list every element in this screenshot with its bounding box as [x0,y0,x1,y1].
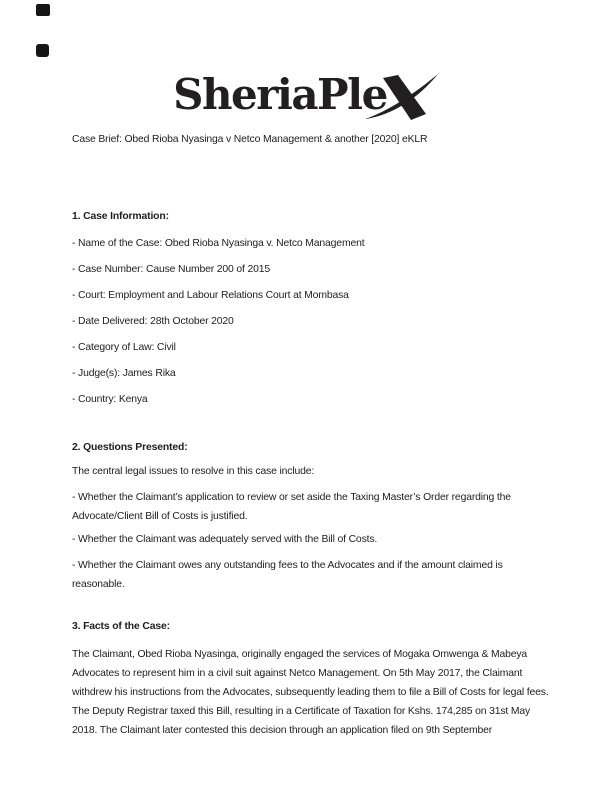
section-heading-facts: 3. Facts of the Case: [72,621,170,632]
doc-title: Case Brief: Obed Rioba Nyasinga v Netco Management & another [2020] eKLR [72,134,428,145]
sheriaplex-logo [0,70,612,119]
question-item: - Whether the Claimant owes any outstanding fees to the Advocates and if the amount claimed is reasonable. [72,560,503,590]
question-item: - Whether the Claimant’s application to review or set aside the Taxing Master’s Order regarding the Advocate/Client Bill of Costs is justified. [72,492,511,522]
questions-intro: The central legal issues to resolve in this case include: [72,466,315,477]
case-info-item-date: - Date Delivered: 28th October 2020 [72,316,234,327]
section-heading-questions-presented: 2. Questions Presented: [72,442,188,453]
case-info-item-court: - Court: Employment and Labour Relations Court at Mombasa [72,290,349,301]
scan-artifact-bottom [36,44,49,57]
section-questions-presented [72,438,550,594]
case-info-item-name: - Name of the Case: Obed Rioba Nyasinga v. Netco Management [72,238,365,249]
question-item: - Whether the Claimant was adequately served with the Bill of Costs. [72,534,378,545]
case-info-item-judges: - Judge(s): James Rika [72,368,176,379]
facts-paragraph: The Claimant, Obed Rioba Nyasinga, originally engaged the services of Mogaka Omwenga & Mabeya Advocates to represent him in a civil suit against Netco Management. On 5th May 2017, the Claimant withdrew his instructions from the Advocates, subsequently leading them to file a Bill of Costs for legal fees. The Deputy Registrar taxed this Bill, resulting in a Certificate of Taxation for Kshs. 174,285 on 31st May 2018. The Claimant later contested this decision through an application filed on 9th September [72,649,549,736]
case-info-item-category: - Category of Law: Civil [72,342,176,353]
scan-artifact-top [36,4,50,16]
case-info-item-number: - Case Number: Cause Number 200 of 2015 [72,264,271,275]
case-info-item-country: - Country: Kenya [72,394,148,405]
section-facts-of-the-case [72,617,550,740]
logo-wordmark: SheriaPle [173,70,387,119]
section-heading-case-information: 1. Case Information: [72,211,169,222]
logo-x-swoosh-icon [365,73,439,121]
section-case-information [72,207,550,409]
document-body [0,130,612,740]
